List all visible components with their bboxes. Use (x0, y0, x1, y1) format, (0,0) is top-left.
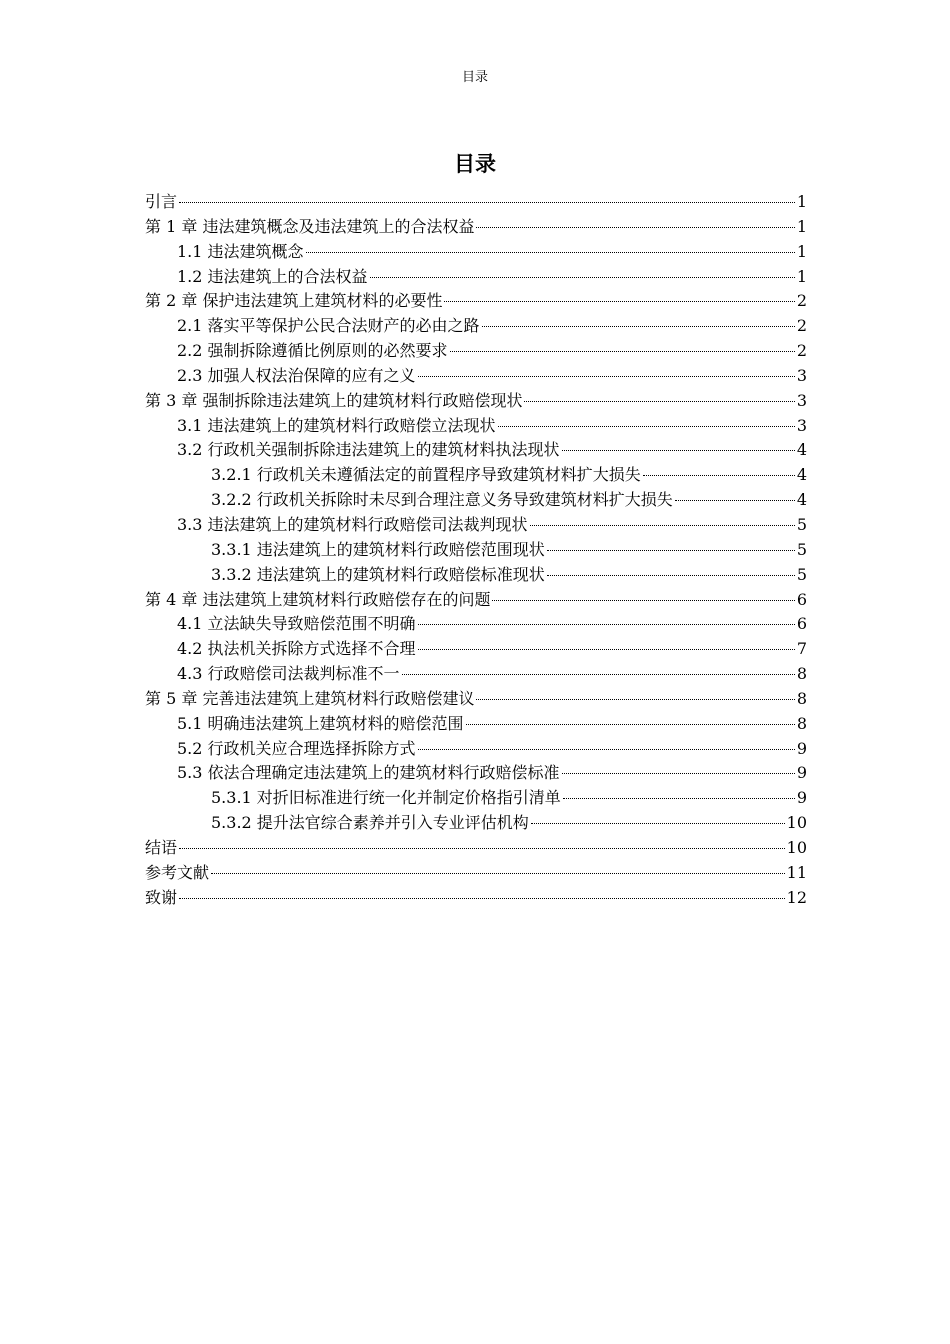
toc-entry-title: 第 5 章 完善违法建筑上建筑材料行政赔偿建议 (145, 688, 475, 708)
toc-entry[interactable] (145, 761, 807, 786)
running-header: 目录 (461, 70, 488, 85)
toc-entry[interactable] (145, 488, 807, 513)
toc-dot-leader (563, 798, 795, 799)
toc-dot-leader (179, 898, 785, 899)
toc-entry-page: 2 (796, 341, 807, 361)
toc-entry-title: 1.2 违法建筑上的合法权益 (177, 266, 368, 286)
toc-entry[interactable] (145, 513, 807, 538)
toc-entry[interactable] (145, 364, 807, 389)
toc-entry-page: 10 (786, 837, 807, 857)
toc-dot-leader (466, 724, 795, 725)
toc-entry-page: 3 (796, 415, 807, 435)
toc-dot-leader (530, 525, 795, 526)
toc-entry-title: 3.3.1 违法建筑上的建筑材料行政赔偿范围现状 (211, 539, 545, 559)
toc-entry-title: 2.1 落实平等保护公民合法财产的必由之路 (177, 316, 480, 336)
toc-dot-leader (402, 674, 795, 675)
toc-entry-title: 3.2 行政机关强制拆除违法建筑上的建筑材料执法现状 (177, 440, 560, 460)
toc-entry-title: 致谢 (145, 887, 178, 907)
toc-entry-page: 10 (786, 813, 807, 833)
toc-entry[interactable] (145, 240, 807, 265)
toc-entry-title: 4.2 执法机关拆除方式选择不合理 (177, 639, 416, 659)
toc-entry[interactable] (145, 861, 807, 886)
toc-entry[interactable] (145, 563, 807, 588)
toc-entry-title: 3.2.1 行政机关未遵循法定的前置程序导致建筑材料扩大损失 (211, 465, 641, 485)
toc-entry-page: 9 (796, 788, 807, 808)
table-of-contents (145, 190, 807, 910)
toc-entry-title: 3.2.2 行政机关拆除时未尽到合理注意义务导致建筑材料扩大损失 (211, 490, 673, 510)
toc-entry[interactable] (145, 786, 807, 811)
toc-entry-page: 4 (796, 440, 807, 460)
toc-dot-leader (643, 475, 795, 476)
toc-entry-title: 2.3 加强人权法治保障的应有之义 (177, 365, 416, 385)
toc-dot-leader (498, 426, 795, 427)
toc-entry-page: 4 (796, 490, 807, 510)
toc-entry-title: 5.3 依法合理确定违法建筑上的建筑材料行政赔偿标准 (177, 763, 560, 783)
toc-dot-leader (562, 450, 795, 451)
toc-dot-leader (547, 575, 795, 576)
toc-entry-title: 3.1 违法建筑上的建筑材料行政赔偿立法现状 (177, 415, 496, 435)
toc-entry-title: 引言 (145, 192, 178, 211)
toc-entry-page: 8 (796, 664, 807, 684)
toc-title: 目录 (454, 152, 496, 176)
toc-entry-title: 参考文献 (145, 862, 210, 882)
toc-entry-page: 11 (786, 862, 807, 882)
toc-entry-page: 1 (796, 216, 807, 236)
toc-entry-title: 5.2 行政机关应合理选择拆除方式 (177, 738, 416, 758)
toc-dot-leader (418, 749, 795, 750)
toc-entry-title: 3.3.2 违法建筑上的建筑材料行政赔偿标准现状 (211, 564, 545, 584)
toc-entry-title: 5.1 明确违法建筑上建筑材料的赔偿范围 (177, 713, 464, 733)
toc-entry-page: 12 (786, 887, 807, 907)
toc-entry-title: 5.3.2 提升法官综合素养并引入专业评估机构 (211, 813, 529, 833)
toc-entry[interactable] (145, 289, 807, 314)
toc-dot-leader (418, 649, 795, 650)
toc-entry[interactable] (145, 389, 807, 414)
toc-entry-title: 第 3 章 强制拆除违法建筑上的建筑材料行政赔偿现状 (145, 390, 523, 410)
toc-entry-page: 1 (796, 266, 807, 286)
toc-entry-title: 1.1 违法建筑概念 (177, 241, 304, 261)
toc-entry-page: 2 (796, 316, 807, 336)
toc-entry-page: 8 (796, 713, 807, 733)
toc-entry-page: 5 (796, 514, 807, 534)
toc-dot-leader (444, 301, 794, 302)
toc-dot-leader (370, 277, 795, 278)
toc-entry[interactable] (145, 687, 807, 712)
toc-entry-page: 3 (796, 390, 807, 410)
toc-dot-leader (531, 823, 785, 824)
toc-entry[interactable] (145, 314, 807, 339)
toc-entry-title: 5.3.1 对折旧标准进行统一化并制定价格指引清单 (211, 788, 561, 808)
toc-entry-page: 5 (796, 564, 807, 584)
toc-entry-title: 2.2 强制拆除遵循比例原则的必然要求 (177, 341, 448, 361)
toc-entry-title: 4.3 行政赔偿司法裁判标准不一 (177, 664, 400, 684)
toc-entry-page: 9 (796, 738, 807, 758)
toc-dot-leader (418, 624, 795, 625)
toc-entry-title: 第 2 章 保护违法建筑上建筑材料的必要性 (145, 291, 443, 311)
toc-entry[interactable] (145, 886, 807, 911)
toc-entry-title: 第 1 章 违法建筑概念及违法建筑上的合法权益 (145, 216, 475, 236)
toc-entry-page: 8 (796, 688, 807, 708)
toc-entry-title: 第 4 章 违法建筑上建筑材料行政赔偿存在的问题 (145, 589, 491, 609)
toc-entry[interactable] (145, 538, 807, 563)
toc-entry[interactable] (145, 836, 807, 861)
toc-entry-page: 6 (796, 589, 807, 609)
toc-dot-leader (306, 252, 795, 253)
toc-dot-leader (482, 326, 795, 327)
toc-dot-leader (675, 500, 795, 501)
toc-entry-page: 3 (796, 365, 807, 385)
toc-dot-leader (476, 699, 794, 700)
toc-entry[interactable] (145, 339, 807, 364)
toc-entry-page: 9 (796, 763, 807, 783)
toc-entry[interactable] (145, 438, 807, 463)
toc-dot-leader (179, 202, 795, 203)
toc-entry-page: 7 (796, 639, 807, 659)
toc-dot-leader (562, 773, 795, 774)
toc-entry-page: 1 (796, 241, 807, 261)
toc-entry[interactable] (145, 637, 807, 662)
toc-dot-leader (450, 351, 795, 352)
toc-entry-page: 1 (796, 192, 807, 211)
toc-entry[interactable] (145, 712, 807, 737)
toc-entry[interactable] (145, 612, 807, 637)
toc-dot-leader (418, 376, 795, 377)
toc-dot-leader (476, 227, 794, 228)
toc-entry[interactable] (145, 737, 807, 762)
toc-dot-leader (492, 600, 794, 601)
toc-entry[interactable] (145, 215, 807, 240)
toc-entry[interactable] (145, 588, 807, 613)
toc-entry-title: 3.3 违法建筑上的建筑材料行政赔偿司法裁判现状 (177, 514, 528, 534)
toc-entry-title: 4.1 立法缺失导致赔偿范围不明确 (177, 614, 416, 634)
toc-entry[interactable] (145, 265, 807, 290)
toc-dot-leader (179, 848, 785, 849)
toc-entry-page: 6 (796, 614, 807, 634)
toc-dot-leader (524, 401, 794, 402)
toc-dot-leader (211, 873, 785, 874)
toc-entry-page: 5 (796, 539, 807, 559)
toc-entry[interactable] (145, 414, 807, 439)
toc-dot-leader (547, 550, 795, 551)
toc-entry-page: 2 (796, 291, 807, 311)
toc-entry[interactable] (145, 662, 807, 687)
toc-entry-page: 4 (796, 465, 807, 485)
toc-entry[interactable] (145, 463, 807, 488)
toc-entry-title: 结语 (145, 837, 178, 857)
toc-entry[interactable] (145, 811, 807, 836)
toc-entry[interactable] (145, 190, 807, 215)
